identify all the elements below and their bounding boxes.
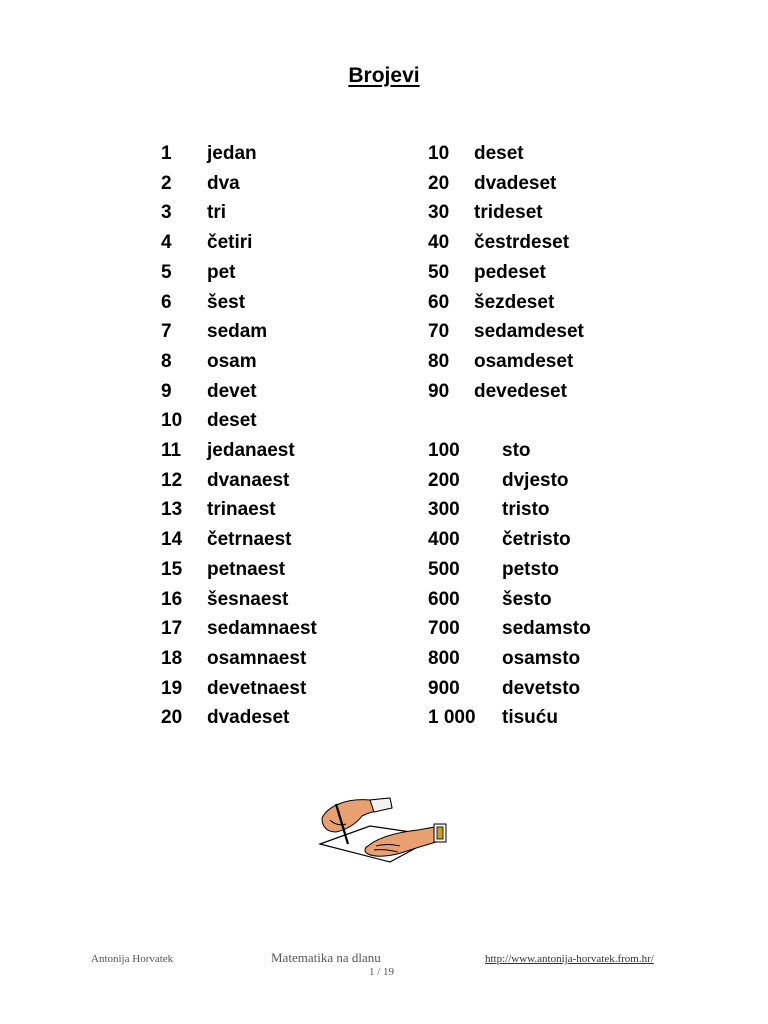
tens-row: [0, 350, 768, 374]
number-value: 80: [428, 350, 450, 372]
page-title: Brojevi: [348, 64, 420, 87]
number-value: 14: [161, 529, 183, 551]
number-word: trideset: [474, 202, 543, 224]
number-word: šezdeset: [474, 291, 555, 313]
hundreds-row: [0, 498, 768, 522]
hundreds-row: [0, 617, 768, 641]
number-value: 11: [161, 440, 182, 461]
number-word: devet: [207, 380, 257, 402]
number-word: osam: [207, 350, 257, 372]
number-value: 20: [428, 172, 450, 194]
number-word: tri: [207, 202, 226, 224]
number-word: četrnaest: [207, 529, 292, 551]
number-value: 30: [428, 202, 450, 224]
number-value: 20: [161, 707, 183, 729]
number-value: 200: [428, 469, 460, 491]
number-word: dvadeset: [207, 707, 290, 729]
number-value: 300: [428, 499, 460, 521]
number-word: pet: [207, 261, 236, 283]
number-value: 2: [161, 172, 172, 194]
tens-row: [0, 172, 768, 196]
number-word: osamdeset: [474, 350, 574, 372]
number-word: dvjesto: [502, 469, 569, 491]
number-word: osamsto: [502, 647, 581, 669]
number-word: dvanaest: [207, 469, 290, 491]
number-word: šest: [207, 291, 246, 313]
hundreds-row: [0, 588, 768, 612]
hundreds-row: [0, 558, 768, 582]
number-word: petsto: [502, 558, 559, 580]
number-value: 13: [161, 499, 183, 521]
number-value: 15: [161, 558, 183, 580]
number-word: tisuću: [502, 707, 558, 729]
number-value: 8: [161, 350, 172, 372]
number-word: sedam: [207, 321, 268, 343]
number-word: šesnaest: [207, 588, 289, 610]
hundreds-row: [0, 439, 768, 463]
number-value: 1: [161, 143, 172, 164]
number-value: 10: [428, 143, 450, 164]
number-word: jedan: [207, 143, 257, 164]
hand-writing-icon: [318, 796, 452, 864]
number-word: tristo: [502, 499, 550, 521]
number-value: 600: [428, 588, 460, 610]
number-value: 6: [161, 291, 172, 313]
number-value: 1 000: [428, 707, 476, 729]
number-value: 19: [161, 677, 183, 699]
number-word: devetsto: [502, 677, 581, 699]
number-value: 400: [428, 529, 460, 551]
number-word: devetnaest: [207, 677, 307, 699]
number-word: osamnaest: [207, 647, 307, 669]
number-value: 4: [161, 232, 172, 254]
tens-row: [0, 380, 768, 404]
number-value: 70: [428, 321, 450, 343]
number-word: šesto: [502, 588, 552, 610]
number-value: 16: [161, 588, 183, 610]
hundreds-row: [0, 706, 768, 730]
tens-row: [0, 291, 768, 315]
number-word: sedamsto: [502, 618, 591, 640]
number-value: 17: [161, 618, 183, 640]
hundreds-row: [0, 677, 768, 701]
number-value: 500: [428, 558, 460, 580]
number-word: sto: [502, 440, 531, 461]
number-value: 40: [428, 232, 450, 254]
number-word: trinaest: [207, 499, 276, 521]
number-word: pedeset: [474, 261, 546, 283]
number-value: 90: [428, 380, 450, 402]
number-value: 700: [428, 618, 460, 640]
number-word: sedamdeset: [474, 321, 584, 343]
number-word: devedeset: [474, 380, 567, 402]
number-value: 3: [161, 202, 172, 224]
footer-author: Antonija Horvatek: [91, 953, 174, 965]
number-word: četiri: [207, 232, 253, 254]
number-value: 12: [161, 469, 183, 491]
number-value: 5: [161, 261, 172, 283]
number-value: 10: [161, 410, 183, 432]
hundreds-row: [0, 469, 768, 493]
number-word: sedamnaest: [207, 618, 317, 640]
number-word: čestrdeset: [474, 232, 570, 254]
number-word: četristo: [502, 529, 571, 551]
number-value: 50: [428, 261, 450, 283]
number-word: petnaest: [207, 558, 286, 580]
number-word: deset: [474, 143, 524, 164]
footer-url-link[interactable]: http://www.antonija-horvatek.from.hr/: [485, 953, 654, 965]
number-word: jedanaest: [207, 440, 295, 461]
tens-row: [0, 320, 768, 344]
number-value: 18: [161, 647, 183, 669]
number-word: deset: [207, 410, 257, 432]
tens-row: [0, 201, 768, 225]
number-value: 9: [161, 380, 172, 402]
number-value: 60: [428, 291, 450, 313]
tens-row: [0, 231, 768, 255]
footer-site-name: Matematika na dlanu: [271, 950, 381, 965]
number-value: 7: [161, 321, 172, 343]
hundreds-row: [0, 528, 768, 552]
number-row: [0, 409, 768, 433]
number-value: 100: [428, 440, 460, 461]
number-word: dvadeset: [474, 172, 557, 194]
number-value: 900: [428, 677, 460, 699]
hundreds-row: [0, 647, 768, 671]
number-word: dva: [207, 172, 240, 194]
tens-row: [0, 261, 768, 285]
footer-page-number: 1 / 19: [369, 966, 395, 978]
tens-row: [0, 142, 768, 166]
number-value: 800: [428, 647, 460, 669]
